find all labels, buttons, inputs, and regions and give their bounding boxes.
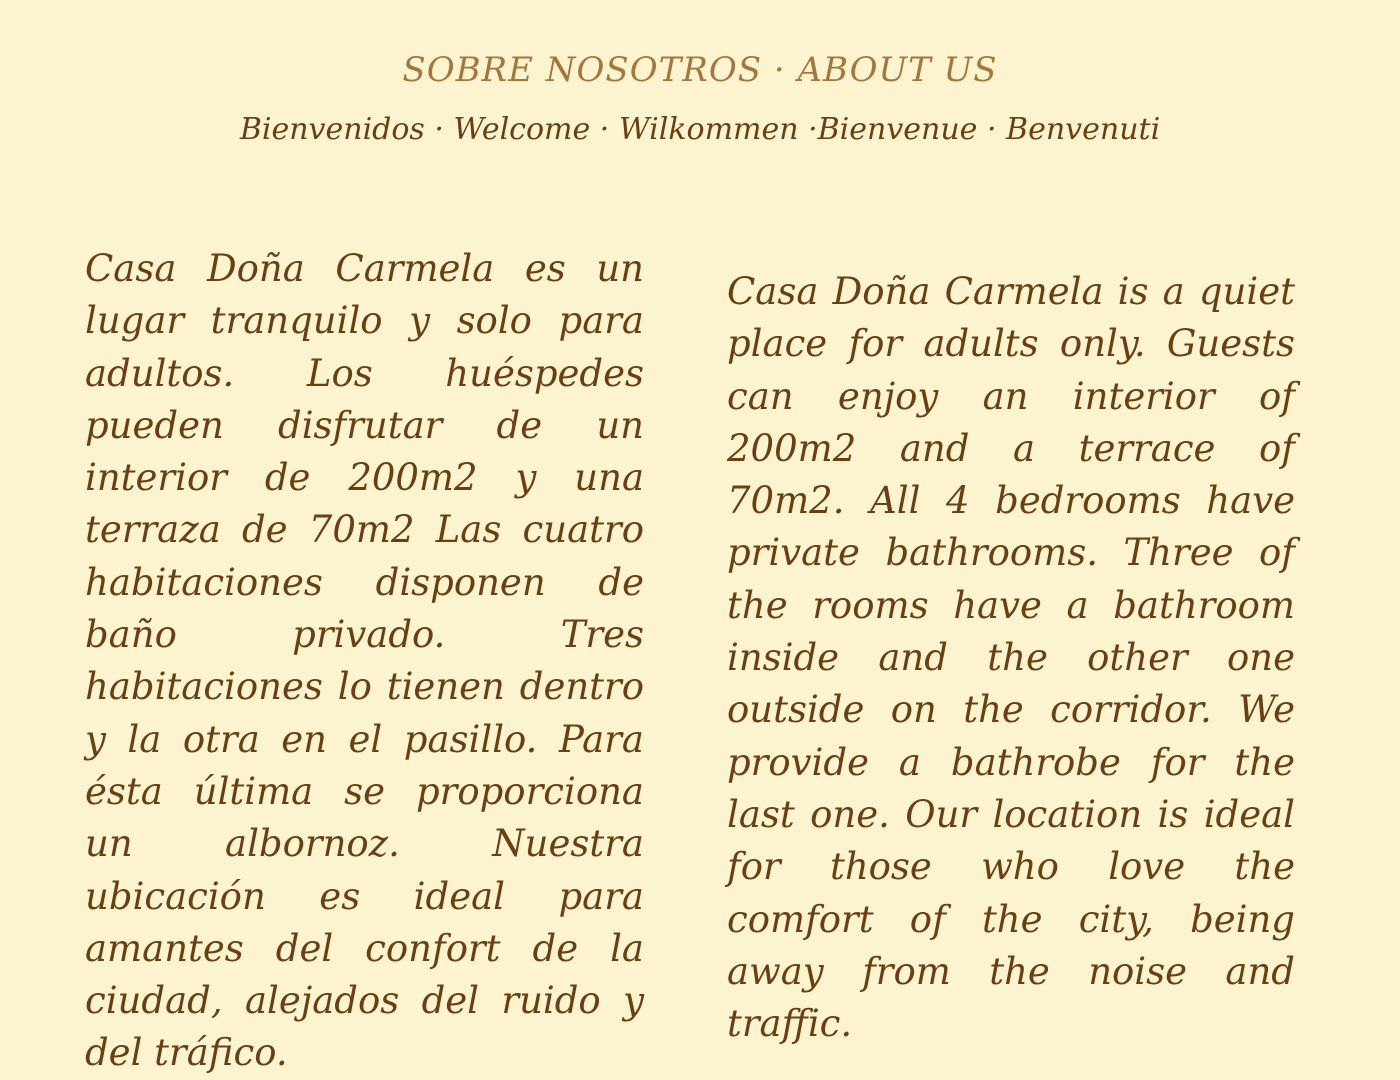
spanish-description: Casa Doña Carmela es un lugar tranquilo y solo para adultos. Los huéspedes pueden disfrutar de un interior de 200m2 y una terraza de 70m2 Las cuatro habitaciones disponen de baño privado. Tres habitaciones lo tienen dentro y la otra en el pasillo. Para ésta última se proporciona un albornoz. Nuestra ubicación es ideal para amantes del confort de la ciudad, alejados del ruido y del tráfico. bbox=[85, 247, 644, 1075]
welcome-subtitle: Bienvenidos · Welcome · Wilkommen ·Bienvenue · Benvenuti bbox=[239, 112, 1161, 147]
page-title: SOBRE NOSOTROS · ABOUT US bbox=[402, 50, 998, 90]
english-description: Casa Doña Carmela is a quiet place for adults only. Guests can enjoy an interior of 200m2 and a terrace of 70m2. All 4 bedrooms have private bathrooms. Three of the rooms have a bathroom inside and the other one outside on the corridor. We provide a bathrobe for the last one. Our location is ideal for those who love the comfort of the city, being away from the noise and traffic. bbox=[727, 270, 1295, 1046]
